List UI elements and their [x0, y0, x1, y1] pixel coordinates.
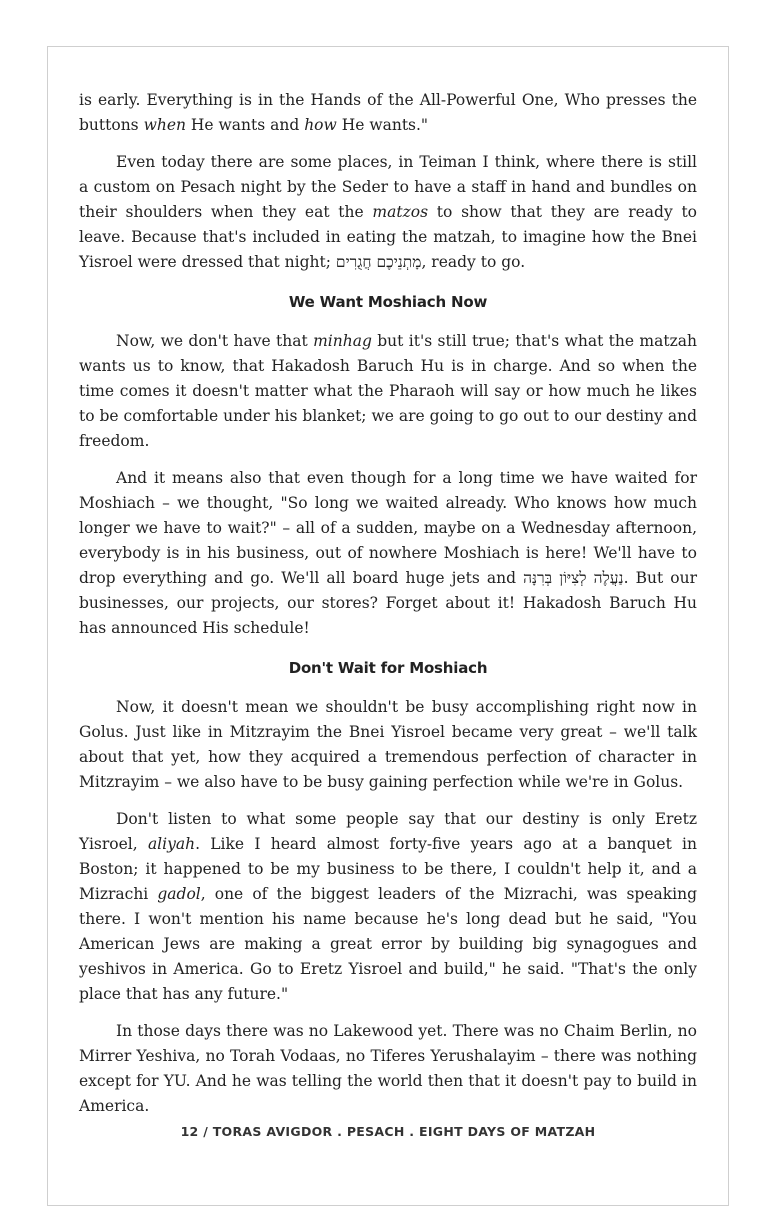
paragraph-7	[79, 1019, 697, 1119]
hebrew-text: מָתְנֵיכֶם חֲגֻרִים	[335, 253, 422, 271]
paragraph-2	[79, 150, 697, 275]
italic-text: aliyah	[147, 835, 196, 853]
hebrew-text: נַעֲלֶה לְצִיּוֹן בְּרִנָּה	[523, 569, 624, 587]
paragraph-3	[79, 329, 697, 454]
text: to show that they are ready to leave. Because that's included in eating the matzah, to imagine how the Bnei Yisroel were dressed that night;	[79, 203, 698, 271]
text: Now, it doesn't mean we shouldn't be busy accomplishing right now in Golus. Just like in Mitzrayim the Bnei Yisroel became very great – we'll talk about that yet, how they acquired a tremendous perfection of character in Mitzrayim – we also have to be busy gaining perfection while we're in Golus.	[79, 698, 697, 791]
text: . Like I heard almost forty-five years ago at a banquet in Boston; it happened to be my business to be there, I couldn't help it, and a Mizrachi	[79, 835, 697, 903]
text: Now, we don't have that	[116, 332, 314, 350]
italic-text: how	[304, 116, 337, 134]
italic-text: when	[143, 116, 186, 134]
text: . But our businesses, our projects, our stores? Forget about it! Hakadosh Baruch Hu has announced His schedule!	[79, 569, 697, 637]
section-heading: Don't Wait for Moshiach	[288, 659, 488, 677]
text: He wants."	[336, 116, 429, 134]
paragraph-4	[79, 466, 697, 641]
italic-text: gadol	[157, 885, 201, 903]
paragraph-6	[79, 807, 697, 1007]
text: In those days there was no Lakewood yet. There was no Chaim Berlin, no Mirrer Yeshiva, no Torah Vodaas, no Tiferes Yerushalayim – there was nothing except for YU. And he was telling the world then that it doesn't pay to build in America.	[79, 1022, 697, 1115]
text: is early. Everything is in the Hands of the All-Powerful One, Who presses the buttons	[79, 91, 697, 134]
text: Don't listen to what some people say that our destiny is only Eretz Yisroel,	[79, 810, 697, 853]
paragraph-5	[79, 695, 697, 795]
text: , ready to go.	[421, 253, 526, 271]
text: He wants and	[185, 116, 305, 134]
italic-text: matzos	[372, 203, 429, 221]
text: And it means also that even though for a long time we have waited for Moshiach – we thought, "So long we waited already. Who knows how much longer we have to wait?" – all of a sudden, maybe on a Wednesday afternoon, everybody is in his business, out of nowhere Moshiach is here! We'll have to drop everything and go. We'll all board huge jets and	[79, 469, 697, 587]
section-heading: We Want Moshiach Now	[288, 293, 488, 311]
text: , one of the biggest leaders of the Mizrachi, was speaking there. I won't mention his name because he's long dead but he said, "You American Jews are making a great error by building big synagogues and yeshivos in America. Go to Eretz Yisroel and build," he said. "That's the only place that has any future."	[79, 885, 697, 1003]
italic-text: minhag	[313, 332, 372, 350]
page-body	[79, 88, 697, 1131]
text: Even today there are some places, in Teiman I think, where there is still a custom on Pesach night by the Seder to have a staff in hand and bundles on their shoulders when they eat the	[79, 153, 697, 221]
page-footer: 12 / TORAS AVIGDOR . PESACH . EIGHT DAYS OF MATZAH	[180, 1124, 596, 1139]
paragraph-1	[79, 88, 697, 138]
text: but it's still true; that's what the matzah wants us to know, that Hakadosh Baruch Hu is in charge. And so when the time comes it doesn't matter what the Pharaoh will say or how much he likes to be comfortable under his blanket; we are going to go out to our destiny and freedom.	[79, 332, 697, 450]
